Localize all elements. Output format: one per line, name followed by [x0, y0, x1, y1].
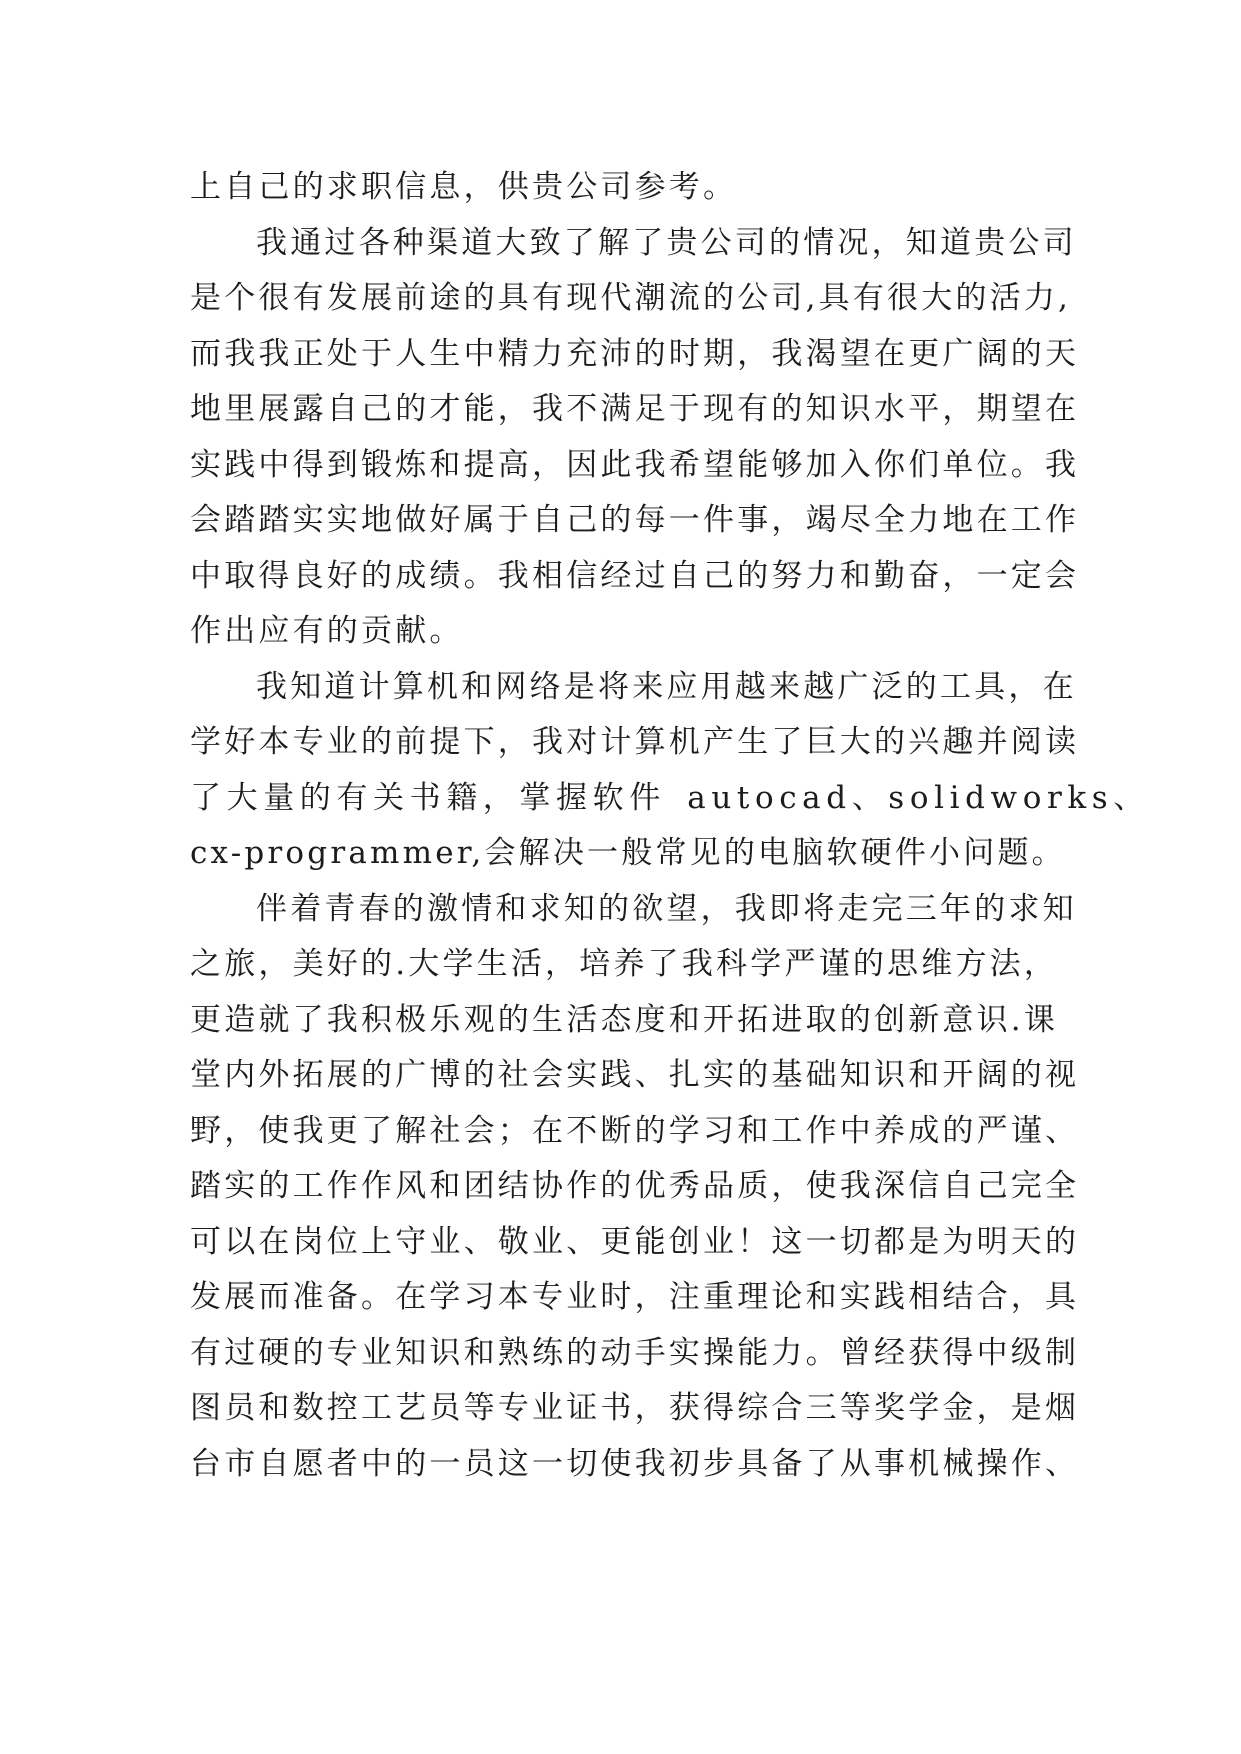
text-line: 地里展露自己的才能，我不满足于现有的知识水平，期望在	[190, 391, 1080, 427]
text-line: 而我我正处于人生中精力充沛的时期，我渴望在更广阔的天	[190, 335, 1080, 372]
text-line: 会踏踏实实地做好属于自己的每一件事，竭尽全力地在工作	[190, 502, 1080, 538]
paragraph-start-line: 我通过各种渠道大致了解了贵公司的情况，知道贵公司	[256, 224, 1077, 261]
paragraph-start-line: 伴着青春的激情和求知的欲望，我即将走完三年的求知	[256, 890, 1077, 927]
text-line: 上自己的求职信息，供贵公司参考。	[190, 169, 738, 205]
text-line: 中取得良好的成绩。我相信经过自己的努力和勤奋，一定会	[190, 557, 1080, 594]
text-line: 学好本专业的前提下，我对计算机产生了巨大的兴趣并阅读	[190, 724, 1080, 760]
text-line: 作出应有的贡献。	[190, 613, 464, 649]
text-line: 有过硬的专业知识和熟练的动手实操能力。曾经获得中级制	[190, 1334, 1080, 1371]
text-line: 堂内外拓展的广博的社会实践、扎实的基础知识和开阔的视	[190, 1057, 1080, 1093]
text-line: 实践中得到锻炼和提高，因此我希望能够加入你们单位。我	[190, 446, 1080, 483]
text-line: 发展而准备。在学习本专业时，注重理论和实践相结合，具	[190, 1279, 1080, 1315]
paragraph-start-line: 我知道计算机和网络是将来应用越来越广泛的工具，在	[256, 668, 1077, 705]
text-line: 野，使我更了解社会；在不断的学习和工作中养成的严谨、	[190, 1112, 1080, 1149]
text-line: 图员和数控工艺员等专业证书，获得综合三等奖学金，是烟	[190, 1390, 1080, 1426]
text-line: 更造就了我积极乐观的生活态度和开拓进取的创新意识.课	[190, 1001, 1059, 1038]
text-line: 可以在岗位上守业、敬业、更能创业！这一切都是为明天的	[190, 1223, 1080, 1260]
text-line: cx-programmer,会解决一般常见的电脑软硬件小问题。	[190, 835, 1066, 871]
text-line: 台市自愿者中的一员这一切使我初步具备了从事机械操作、	[190, 1445, 1080, 1482]
text-line: 是个很有发展前途的具有现代潮流的公司,具有很大的活力,	[190, 280, 1072, 316]
text-line: 踏实的工作作风和团结协作的优秀品质，使我深信自己完全	[190, 1168, 1080, 1204]
text-line: 之旅，美好的.大学生活，培养了我科学严谨的思维方法，	[190, 946, 1059, 982]
text-line: 了大量的有关书籍，掌握软件 autocad、solidworks、	[190, 779, 1150, 816]
document-body	[190, 160, 1150, 1492]
